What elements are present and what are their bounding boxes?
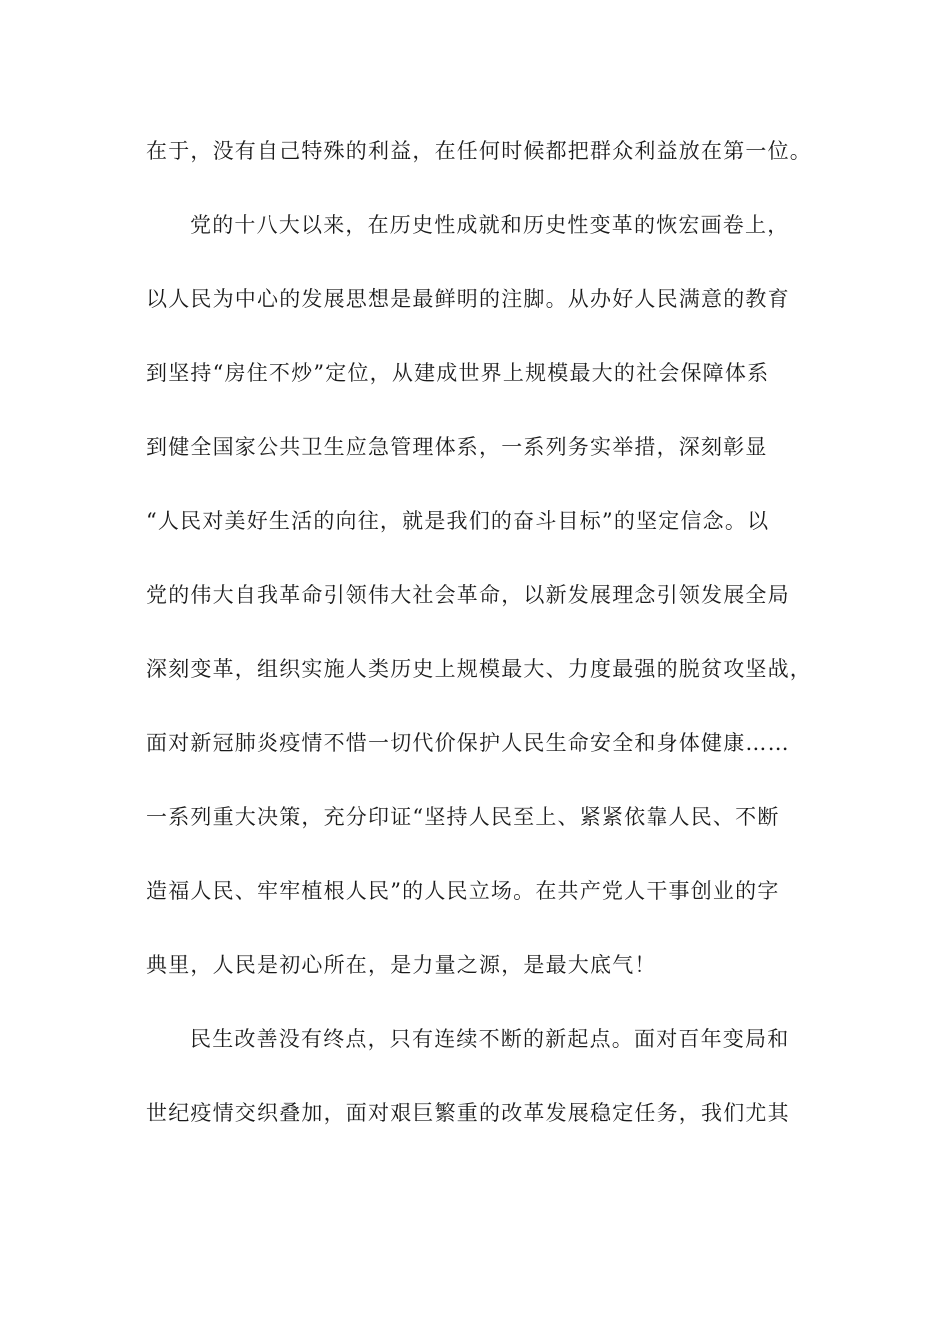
paragraph-start-line: 党的十八大以来，在历史性成就和历史性变革的恢宏画卷上，: [190, 213, 790, 237]
text-line: 以人民为中心的发展思想是最鲜明的注脚。从办好人民满意的教育: [146, 287, 790, 311]
text-line: 造福人民、牢牢植根人民”的人民立场。在共产党人干事创业的字: [146, 879, 780, 903]
text-line: 深刻变革，组织实施人类历史上规模最大、力度最强的脱贫攻坚战，: [146, 657, 812, 681]
text-line: 一系列重大决策，充分印证“坚持人民至上、紧紧依靠人民、不断: [146, 805, 780, 829]
text-line: 在于，没有自己特殊的利益，在任何时候都把群众利益放在第一位。: [146, 139, 812, 163]
text-line: 到坚持“房住不炒”定位，从建成世界上规模最大的社会保障体系: [146, 361, 770, 385]
text-line: 到健全国家公共卫生应急管理体系，一系列务实举措，深刻彰显: [146, 435, 768, 459]
text-line: 世纪疫情交织叠加，面对艰巨繁重的改革发展稳定任务，我们尤其: [146, 1101, 790, 1125]
text-line: 典里，人民是初心所在，是力量之源，是最大底气！: [146, 953, 657, 977]
text-line: “人民对美好生活的向往，就是我们的奋斗目标”的坚定信念。以: [146, 509, 770, 533]
paragraph-start-line: 民生改善没有终点，只有连续不断的新起点。面对百年变局和: [190, 1027, 790, 1051]
text-line: 党的伟大自我革命引领伟大社会革命，以新发展理念引领发展全局: [146, 583, 790, 607]
text-line: 面对新冠肺炎疫情不惜一切代价保护人民生命安全和身体健康……: [146, 731, 790, 755]
